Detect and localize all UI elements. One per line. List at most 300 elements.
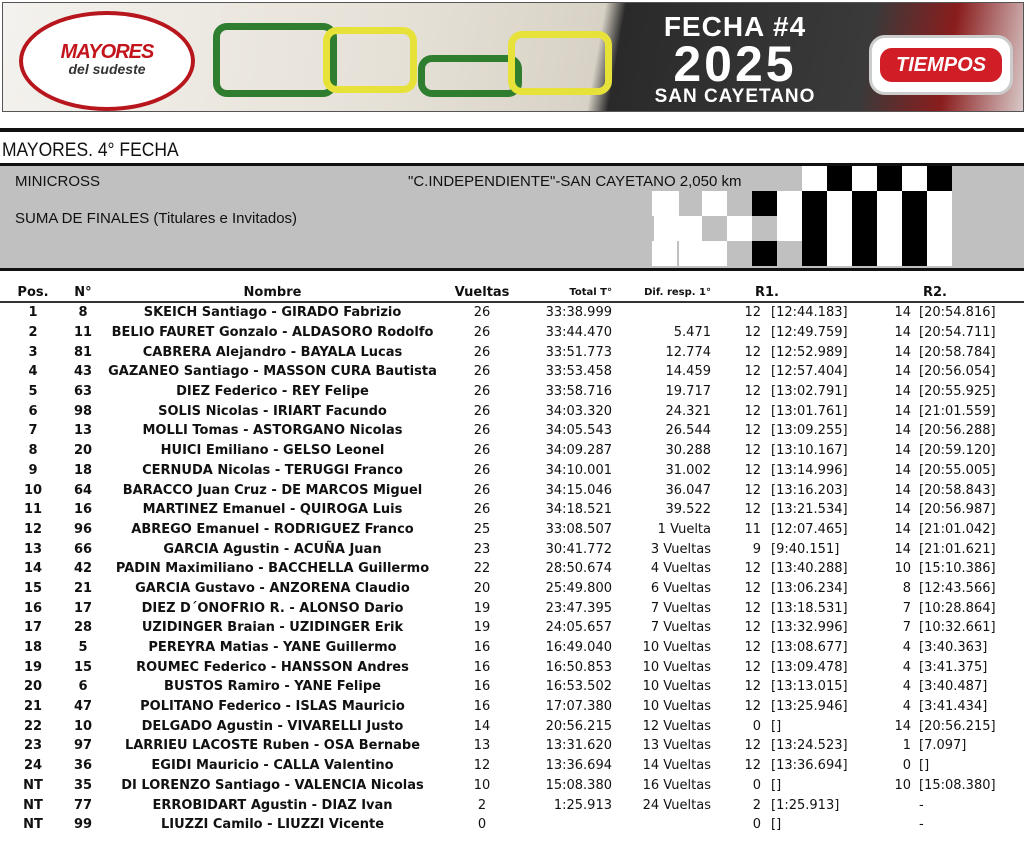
cell-r1-time: [13:02.791] [771,384,848,400]
cell-name: GAZANEO Santiago - MASSON CURA Bautista [108,364,437,380]
cell-pos: 11 [23,502,43,518]
cell-total: 34:05.543 [545,423,612,439]
cell-r1-laps: 0 [752,777,761,793]
cell-pos: 22 [23,718,43,734]
cell-r1-laps: 12 [744,403,761,419]
cell-diff: 5.471 [673,325,711,341]
checker-square [827,166,852,191]
cell-total: 33:53.458 [545,364,612,380]
cell-r1-time: [13:14.996] [771,462,848,478]
cell-pos: 19 [23,659,43,675]
cell-r2-time: [7.097] [919,738,967,754]
cell-pos: 15 [23,580,43,596]
cell-laps: 16 [473,640,491,656]
cell-laps: 26 [473,325,491,341]
checker-square [679,241,704,266]
cell-r1-laps: 2 [752,797,761,813]
cell-laps: 19 [473,600,491,616]
cell-r1-time: [1:25.913] [771,797,840,813]
logo-title: MAYORES [60,41,154,63]
cell-diff: 12 Vueltas [642,718,711,734]
cell-name: SOLIS Nicolas - IRIART Facundo [158,403,387,419]
cell-diff: 4 Vueltas [650,561,711,577]
cell-r2-time: [10:28.864] [919,600,996,616]
cell-r1-time: [13:13.015] [771,679,848,695]
cell-name: MARTINEZ Emanuel - QUIROGA Luis [142,502,403,518]
checker-square [927,166,952,191]
cell-laps: 26 [473,423,491,439]
table-row [0,618,1024,638]
cell-r1-laps: 12 [744,482,761,498]
table-row [0,539,1024,559]
checker-square [927,241,952,266]
cell-diff: 12.774 [665,344,711,360]
cell-name: BUSTOS Ramiro - YANE Felipe [164,679,381,695]
cell-r1-time: [13:01.761] [771,403,848,419]
cell-r2-time: [20:55.925] [919,384,996,400]
cell-r1-time: [13:32.996] [771,620,848,636]
cell-r2-time: [20:56.288] [919,423,996,439]
cell-r2-time: [20:59.120] [919,443,996,459]
cell-total: 13:31.620 [545,738,612,754]
cell-pos: 9 [28,462,38,478]
cell-diff: 36.047 [665,482,711,498]
cell-diff: 10 Vueltas [642,659,711,675]
cell-num: 11 [73,325,93,341]
cell-laps: 26 [473,403,491,419]
cell-num: 15 [73,659,93,675]
cell-r2-laps: 10 [894,561,911,577]
cell-diff [616,815,717,835]
cell-pos: 17 [23,620,43,636]
cell-diff: 24.321 [665,403,711,419]
checker-square [902,166,927,191]
cell-r1-time: [13:24.523] [771,738,848,754]
cell-laps: 13 [473,738,491,754]
table-row [0,302,1024,323]
cell-r2-laps: 14 [894,462,911,478]
table-header [0,283,1024,302]
cell-name: ERROBIDART Agustin - DIAZ Ivan [152,797,393,813]
checker-square [752,191,777,216]
cell-total: 30:41.772 [545,541,612,557]
cell-total: 16:49.040 [545,640,612,656]
cell-r1-laps: 12 [744,305,761,321]
table-row [0,500,1024,520]
cell-r1-time: [13:40.288] [771,561,848,577]
track-map-2b [508,31,612,95]
checker-square [777,216,802,241]
table-row [0,441,1024,461]
cell-num: 16 [73,502,93,518]
cell-num: 77 [73,797,93,813]
cell-r1-time: [12:49.759] [771,325,848,341]
cell-name: SKEICH Santiago - GIRADO Fabrizio [143,305,402,321]
cell-num: 18 [73,462,93,478]
cell-name: UZIDINGER Braian - UZIDINGER Erik [141,620,404,636]
cell-r1-laps: 9 [752,541,761,557]
cell-r1-time: [13:36.694] [771,758,848,774]
cell-laps: 0 [477,817,487,833]
cell-r1-time: [13:09.255] [771,423,848,439]
table-row [0,323,1024,343]
cell-num: 5 [78,640,88,656]
cell-name: HUICI Emiliano - GELSO Leonel [160,443,385,459]
cell-diff: 19.717 [665,384,711,400]
checker-square [654,216,679,241]
checker-square [927,216,952,241]
cell-name: ABREGO Emanuel - RODRIGUEZ Franco [131,521,414,537]
cell-r1-laps: 12 [744,580,761,596]
cell-r1-time: [13:09.478] [771,659,848,675]
cell-r2-laps: 14 [894,344,911,360]
cell-r1-laps: 12 [744,699,761,715]
cell-r2-laps [879,795,915,815]
cell-diff: 31.002 [665,462,711,478]
checker-square [702,241,727,266]
cell-total: 34:03.320 [545,403,612,419]
cell-r1-laps: 12 [744,640,761,656]
cell-num: 10 [73,718,93,734]
cell-r2-laps: 10 [894,777,911,793]
cell-r2-time: [20:58.843] [919,482,996,498]
table-row [0,756,1024,776]
cell-r1-laps: 11 [744,521,761,537]
checker-square [802,216,827,241]
cell-r2-laps: 14 [894,384,911,400]
cell-r1-time: [13:08.677] [771,640,848,656]
checker-square [802,241,827,266]
cell-laps: 26 [473,384,491,400]
cell-r2-laps: 14 [894,364,911,380]
cell-num: 98 [73,403,93,419]
checker-square [902,241,927,266]
cell-name: CABRERA Alejandro - BAYALA Lucas [142,344,403,360]
cell-pos: NT [23,777,43,793]
cell-pos: 8 [28,443,38,459]
track-map-2 [418,55,522,97]
cell-diff: 14 Vueltas [642,758,711,774]
cell-r1-time: [13:16.203] [771,482,848,498]
cell-r2-laps: 4 [902,640,911,656]
cell-num: 35 [73,777,93,793]
cell-name: ROUMEC Federico - HANSSON Andres [136,659,409,675]
cell-r2-time: [12:43.566] [919,580,996,596]
table-row [0,342,1024,362]
logo-subtitle: del sudeste [68,61,146,77]
cell-num: 66 [73,541,93,557]
cell-r2-laps: 14 [894,541,911,557]
cell-r1-laps: 12 [744,364,761,380]
event-title [621,13,849,106]
checker-square [902,216,927,241]
cell-r2-time: [] [919,758,930,774]
cell-name: BARACCO Juan Cruz - DE MARCOS Miguel [122,482,423,498]
cell-num: 64 [73,482,93,498]
cell-total: 33:51.773 [545,344,612,360]
cell-pos: 18 [23,640,43,656]
cell-laps: 14 [473,718,491,734]
table-row [0,362,1024,382]
checker-square [877,191,902,216]
cell-r1-time: [13:25.946] [771,699,848,715]
cell-pos: 12 [23,521,43,537]
cell-pos: 13 [23,541,43,557]
cell-diff: 13 Vueltas [642,738,711,754]
cell-name: CERNUDA Nicolas - TERUGGI Franco [142,462,403,478]
cell-r2-laps: 4 [902,679,911,695]
cell-r2-laps: 7 [902,620,911,636]
cell-laps: 19 [473,620,491,636]
cell-name: MOLLI Tomas - ASTORGANO Nicolas [142,423,403,439]
results-table [0,283,1024,835]
col-diff: Dif. resp. 1° [616,283,717,302]
cell-r2-laps [879,815,915,835]
cell-r2-laps: 0 [902,758,911,774]
cell-total: 1:25.913 [553,797,612,813]
checker-square [827,216,852,241]
cell-laps: 26 [473,305,491,321]
cell-r2-laps: 7 [902,600,911,616]
cell-r2-laps: 14 [894,443,911,459]
cell-r1-time: [13:06.234] [771,580,848,596]
table-row [0,559,1024,579]
cell-total: 20:56.215 [545,718,612,734]
cell-r1-time: [12:57.404] [771,364,848,380]
cell-laps: 26 [473,462,491,478]
table-row [0,421,1024,441]
cell-name: PADIN Maximiliano - BACCHELLA Guillermo [115,561,430,577]
cell-name: GARCIA Gustavo - ANZORENA Claudio [135,580,410,596]
cell-diff: 10 Vueltas [642,699,711,715]
cell-diff [616,302,717,323]
cell-r2-laps: 1 [902,738,911,754]
cell-laps: 12 [473,758,491,774]
cell-total: 33:44.470 [545,325,612,341]
checker-square [927,191,952,216]
cell-r2-time: - [919,817,924,833]
cell-pos: 1 [28,305,38,321]
cell-r2-time: [3:41.434] [919,699,988,715]
cell-pos: 5 [28,384,38,400]
category: MINICROSS [15,173,101,190]
cell-pos: 23 [23,738,43,754]
cell-diff: 39.522 [665,502,711,518]
col-name: Nombre [100,283,445,302]
cell-laps: 2 [477,797,487,813]
cell-pos: 7 [28,423,38,439]
cell-r2-time: [20:56.987] [919,502,996,518]
divider [0,128,1024,132]
cell-r1-laps: 12 [744,443,761,459]
cell-diff: 16 Vueltas [642,777,711,793]
checker-square [852,241,877,266]
cell-r2-time: [20:54.816] [919,305,996,321]
cell-name: POLITANO Federico - ISLAS Mauricio [140,699,405,715]
cell-num: 99 [73,817,93,833]
cell-r2-time: [20:58.784] [919,344,996,360]
circuit: "C.INDEPENDIENTE"-SAN CAYETANO 2,050 km [408,173,742,190]
cell-num: 81 [73,344,93,360]
col-r2: R2. [879,283,1024,302]
cell-r1-laps: 12 [744,758,761,774]
cell-num: 47 [73,699,93,715]
cell-name: BELIO FAURET Gonzalo - ALDASORO Rodolfo [111,325,434,341]
cell-total: 17:07.380 [545,699,612,715]
table-row [0,677,1024,697]
cell-total: 16:53.502 [545,679,612,695]
cell-r2-laps: 14 [894,482,911,498]
cell-laps: 26 [473,443,491,459]
cell-r2-time: [20:56.215] [919,718,996,734]
checker-square [852,191,877,216]
track-map-1 [213,23,337,97]
cell-total [519,815,616,835]
cell-num: 6 [78,679,88,695]
tiempos-badge [869,35,1013,95]
cell-r1-time: [12:07.465] [771,521,848,537]
cell-r1-laps: 12 [744,620,761,636]
cell-r1-time: [13:21.534] [771,502,848,518]
cell-r2-time: [3:41.375] [919,659,988,675]
cell-num: 17 [73,600,93,616]
event-round: FECHA #4 [663,11,807,42]
cell-laps: 23 [473,541,491,557]
tiempos-label: TIEMPOS [880,48,1002,82]
cell-r1-laps: 12 [744,423,761,439]
cell-num: 13 [73,423,93,439]
checker-square [802,191,827,216]
cell-r2-laps: 14 [894,423,911,439]
col-pos: Pos. [0,283,66,302]
checker-square [727,216,752,241]
event-year: 2025 [673,36,797,92]
cell-laps: 26 [473,364,491,380]
cell-diff: 3 Vueltas [650,541,711,557]
cell-diff: 7 Vueltas [650,600,711,616]
mayores-logo [19,11,195,111]
cell-diff: 26.544 [665,423,711,439]
cell-pos: 4 [28,364,38,380]
col-r1: R1. [717,283,879,302]
cell-r2-laps: 14 [894,718,911,734]
cell-r1-laps: 12 [744,344,761,360]
cell-r2-laps: 4 [902,659,911,675]
cell-pos: NT [23,797,43,813]
cell-name: PEREYRA Matias - YANE Guillermo [148,640,397,656]
cell-r1-time: [13:10.167] [771,443,848,459]
subtitle: SUMA DE FINALES (Titulares e Invitados) [15,210,298,227]
cell-r2-laps: 14 [894,502,911,518]
col-laps: Vueltas [445,283,519,302]
cell-r2-time: [3:40.487] [919,679,988,695]
cell-name: LIUZZI Camilo - LIUZZI Vicente [160,817,385,833]
event-place: SAN CAYETANO [654,86,816,107]
checker-square [877,241,902,266]
cell-total: 15:08.380 [545,777,612,793]
header-banner [2,2,1024,112]
table-row [0,795,1024,815]
cell-total: 25:49.800 [545,580,612,596]
checker-square [752,241,777,266]
table-row [0,520,1024,540]
checker-square [877,216,902,241]
cell-total: 34:15.046 [545,482,612,498]
cell-diff: 14.459 [665,364,711,380]
cell-name: DI LORENZO Santiago - VALENCIA Nicolas [121,777,424,793]
cell-total: 33:58.716 [545,384,612,400]
info-panel [0,163,1024,271]
cell-pos: 16 [23,600,43,616]
cell-laps: 22 [473,561,491,577]
cell-diff: 30.288 [665,443,711,459]
cell-pos: 3 [28,344,38,360]
cell-r2-time: [21:01.621] [919,541,996,557]
cell-laps: 16 [473,679,491,695]
cell-r2-laps: 4 [902,699,911,715]
cell-total: 33:38.999 [545,305,612,321]
table-row [0,716,1024,736]
cell-num: 21 [73,580,93,596]
cell-num: 20 [73,443,93,459]
col-num: N° [66,283,100,302]
cell-pos: 20 [23,679,43,695]
cell-diff: 1 Vuelta [657,521,711,537]
table-row [0,461,1024,481]
table-row [0,697,1024,717]
table-row [0,579,1024,599]
table-row [0,657,1024,677]
cell-laps: 20 [473,580,491,596]
cell-diff: 10 Vueltas [642,679,711,695]
cell-r2-laps: 14 [894,521,911,537]
cell-r2-time: [15:08.380] [919,777,996,793]
cell-total: 33:08.507 [545,521,612,537]
checker-square [652,241,677,266]
cell-total: 34:10.001 [545,462,612,478]
checker-square [777,191,802,216]
cell-laps: 16 [473,659,491,675]
cell-laps: 16 [473,699,491,715]
cell-pos: NT [23,817,43,833]
cell-total: 13:36.694 [545,758,612,774]
cell-r1-laps: 0 [752,718,761,734]
checker-square [902,191,927,216]
cell-r2-time: [15:10.386] [919,561,996,577]
cell-r2-time: [21:01.042] [919,521,996,537]
cell-num: 97 [73,738,93,754]
cell-name: DIEZ Federico - REY Felipe [176,384,369,400]
cell-laps: 26 [473,482,491,498]
cell-diff: 24 Vueltas [642,797,711,813]
cell-r2-laps: 14 [894,403,911,419]
table-row [0,736,1024,756]
cell-laps: 10 [473,777,491,793]
table-row [0,638,1024,658]
table-row [0,598,1024,618]
cell-diff: 10 Vueltas [642,640,711,656]
cell-laps: 26 [473,344,491,360]
cell-r1-time: [13:18.531] [771,600,848,616]
cell-pos: 14 [23,561,43,577]
col-total: Total T° [519,283,616,302]
cell-laps: 26 [473,502,491,518]
checker-square [702,191,727,216]
cell-num: 96 [73,521,93,537]
cell-name: DELGADO Agustin - VIVARELLI Justo [141,718,404,734]
checker-square [877,166,902,191]
cell-total: 34:18.521 [545,502,612,518]
